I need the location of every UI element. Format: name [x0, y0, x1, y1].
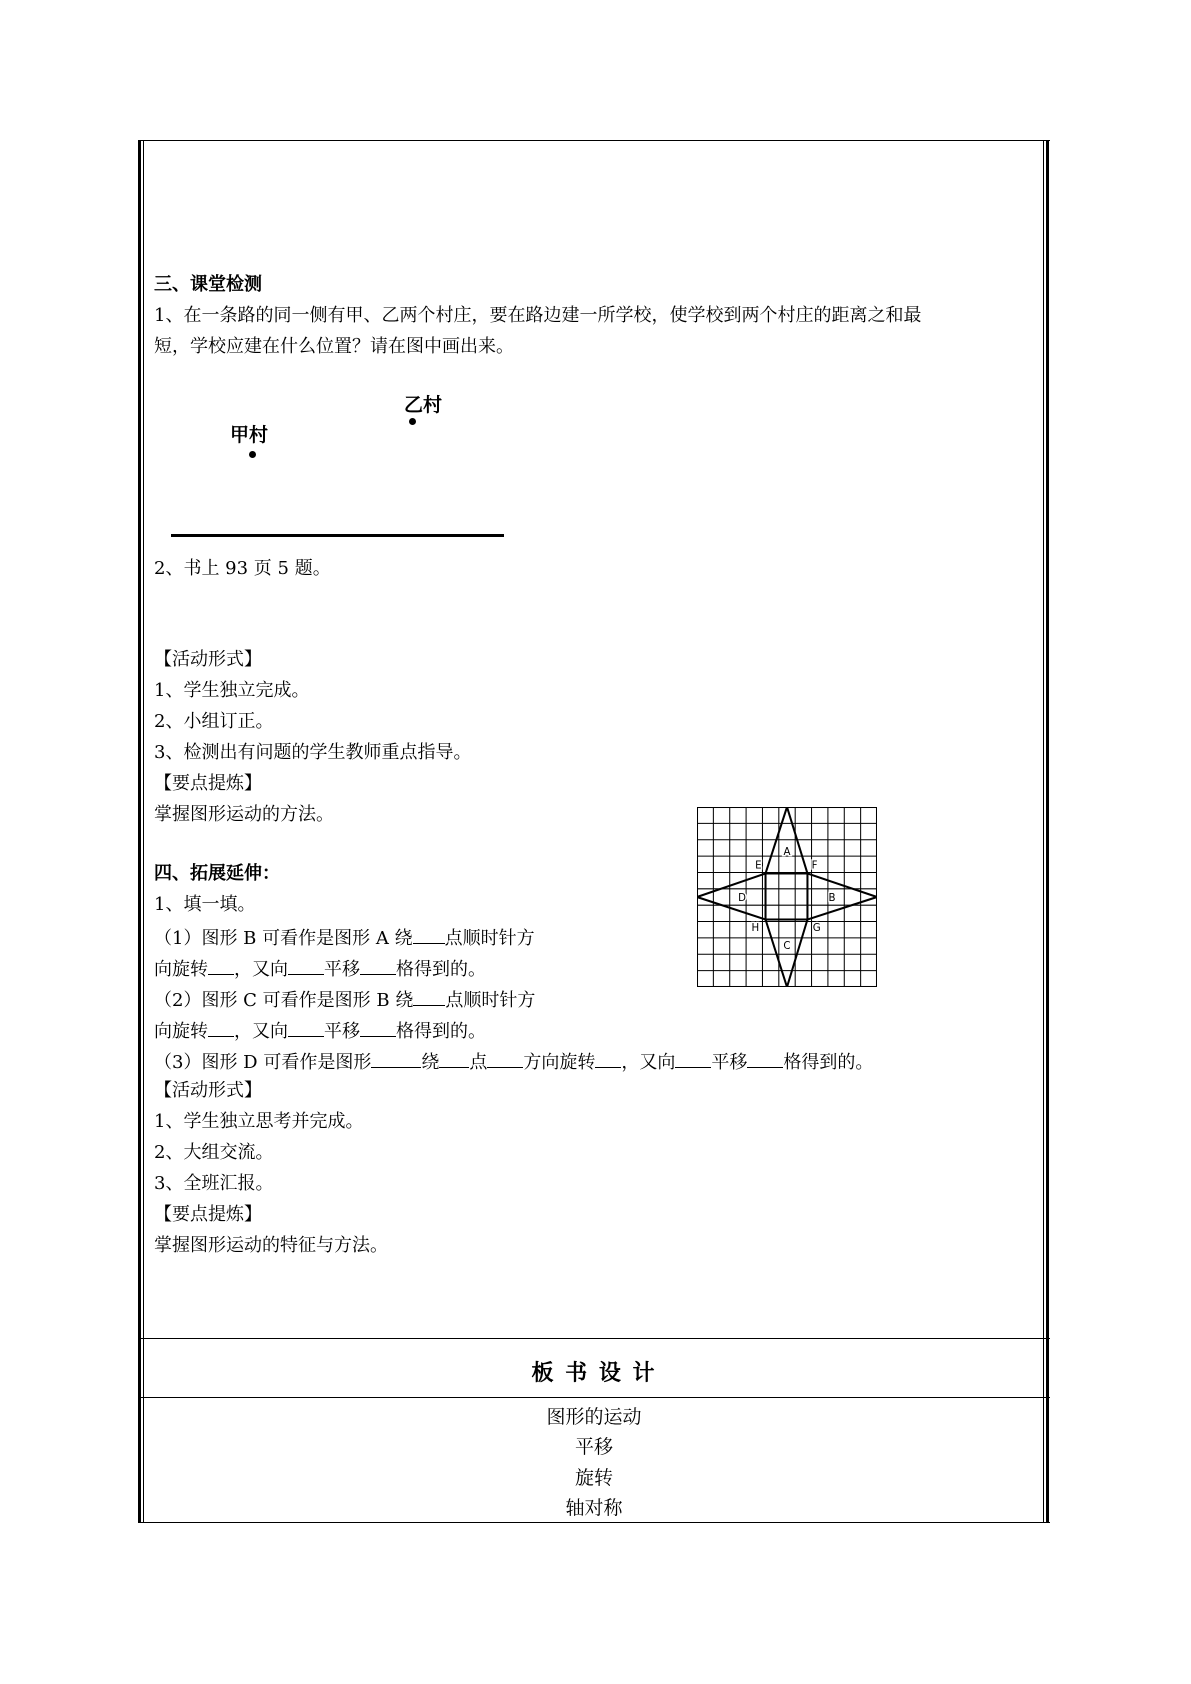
star-grid-figure — [697, 807, 877, 987]
section3-heading: 三、课堂检测 — [154, 274, 262, 295]
label-g: G — [812, 922, 821, 934]
fill-q2-text: 平移 — [324, 1021, 360, 1042]
answer-blank[interactable] — [747, 1049, 783, 1068]
label-h: H — [751, 922, 760, 934]
fill-q1-text: 平移 — [324, 959, 360, 980]
answer-blank[interactable] — [288, 956, 324, 975]
keypoint-2: 掌握图形运动的特征与方法。 — [154, 1235, 388, 1256]
answer-blank[interactable] — [371, 1049, 421, 1068]
answer-blank[interactable] — [360, 1018, 396, 1037]
fill-q3-text: ，又向 — [621, 1052, 676, 1073]
fill-q2-text: 点顺时针方 — [445, 990, 536, 1011]
left-border-inner — [143, 140, 144, 1523]
fill-q1-line1 — [154, 925, 535, 950]
answer-blank[interactable] — [360, 956, 396, 975]
answer-blank[interactable] — [675, 1049, 711, 1068]
fill-q2-line1 — [154, 987, 535, 1012]
fill-q3-text: 绕 — [421, 1052, 440, 1073]
fill-q3-text: 平移 — [711, 1052, 748, 1073]
activity-item: 3、全班汇报。 — [154, 1173, 274, 1194]
fill-q1-text: ，又向 — [234, 959, 288, 980]
answer-blank[interactable] — [288, 1018, 324, 1037]
lesson-table — [138, 140, 1050, 1523]
fill-q1-line2 — [154, 956, 486, 981]
answer-blank[interactable] — [413, 925, 445, 944]
keypoint-title-2: 【要点提炼】 — [154, 1204, 262, 1225]
board-line: 图形的运动 — [546, 1406, 642, 1428]
village-yi-label: 乙村 — [404, 394, 443, 416]
fill-q3-text: （3）图形 D 可看作是图形 — [154, 1052, 372, 1073]
fill-q1-text: （1）图形 B 可看作是图形 A 绕 — [154, 928, 413, 949]
label-a: A — [783, 847, 791, 859]
section4-heading: 四、拓展延伸： — [154, 863, 280, 884]
activity-item: 3、检测出有问题的学生教师重点指导。 — [154, 742, 472, 763]
bottom-border — [138, 1522, 1050, 1523]
fill-title: 1、填一填。 — [154, 894, 256, 915]
label-f: F — [811, 860, 818, 872]
top-border — [138, 140, 1050, 141]
village-jia-label: 甲村 — [230, 424, 269, 446]
keypoint-1: 掌握图形运动的方法。 — [154, 804, 334, 825]
fill-q1-text: 向旋转 — [154, 959, 208, 980]
village-jia-dot — [249, 451, 256, 458]
fill-q3-line — [154, 1049, 873, 1074]
answer-blank[interactable] — [413, 987, 445, 1006]
fill-q3-text: 点 — [469, 1052, 488, 1073]
board-mid-border — [138, 1397, 1050, 1398]
fill-q1-text: 格得到的。 — [396, 959, 486, 980]
fill-q2-text: 格得到的。 — [396, 1021, 486, 1042]
label-b: B — [828, 893, 836, 905]
village-yi-dot — [409, 418, 416, 425]
fill-q2-line2 — [154, 1018, 486, 1043]
left-border-outer — [138, 140, 141, 1523]
answer-blank[interactable] — [595, 1049, 621, 1068]
activity-title-2: 【活动形式】 — [154, 1080, 262, 1101]
board-top-border — [138, 1338, 1050, 1339]
activity-item: 1、学生独立思考并完成。 — [154, 1111, 364, 1132]
question1-line1: 1、在一条路的同一侧有甲、乙两个村庄，要在路边建一所学校，使学校到两个村庄的距离之和最 — [154, 305, 922, 326]
label-d: D — [738, 893, 746, 905]
activity-title-1: 【活动形式】 — [154, 649, 262, 670]
right-border-outer — [1046, 140, 1049, 1523]
board-line: 旋转 — [574, 1467, 613, 1489]
activity-item: 2、小组订正。 — [154, 711, 274, 732]
fill-q3-text: 方向旋转 — [523, 1052, 596, 1073]
question1-line2: 短，学校应建在什么位置？请在图中画出来。 — [154, 336, 514, 357]
board-title: 板 书 设 计 — [531, 1361, 657, 1386]
fill-q2-text: 向旋转 — [154, 1021, 208, 1042]
activity-item: 2、大组交流。 — [154, 1142, 274, 1163]
label-e: E — [755, 860, 762, 872]
question2: 2、书上 93 页 5 题。 — [154, 558, 331, 579]
board-line: 轴对称 — [565, 1497, 623, 1519]
fill-q1-text: 点顺时针方 — [444, 928, 535, 949]
fill-q2-text: （2）图形 C 可看作是图形 B 绕 — [154, 990, 414, 1011]
answer-blank[interactable] — [487, 1049, 523, 1068]
fill-q2-text: ，又向 — [234, 1021, 288, 1042]
road-line — [171, 534, 504, 537]
keypoint-title-1: 【要点提炼】 — [154, 773, 262, 794]
answer-blank[interactable] — [208, 1018, 234, 1037]
label-c: C — [783, 941, 791, 953]
activity-item: 1、学生独立完成。 — [154, 680, 310, 701]
board-line: 平移 — [574, 1436, 613, 1458]
right-border-inner — [1043, 140, 1044, 1523]
fill-q3-text: 格得到的。 — [783, 1052, 874, 1073]
answer-blank[interactable] — [439, 1049, 469, 1068]
answer-blank[interactable] — [208, 956, 234, 975]
